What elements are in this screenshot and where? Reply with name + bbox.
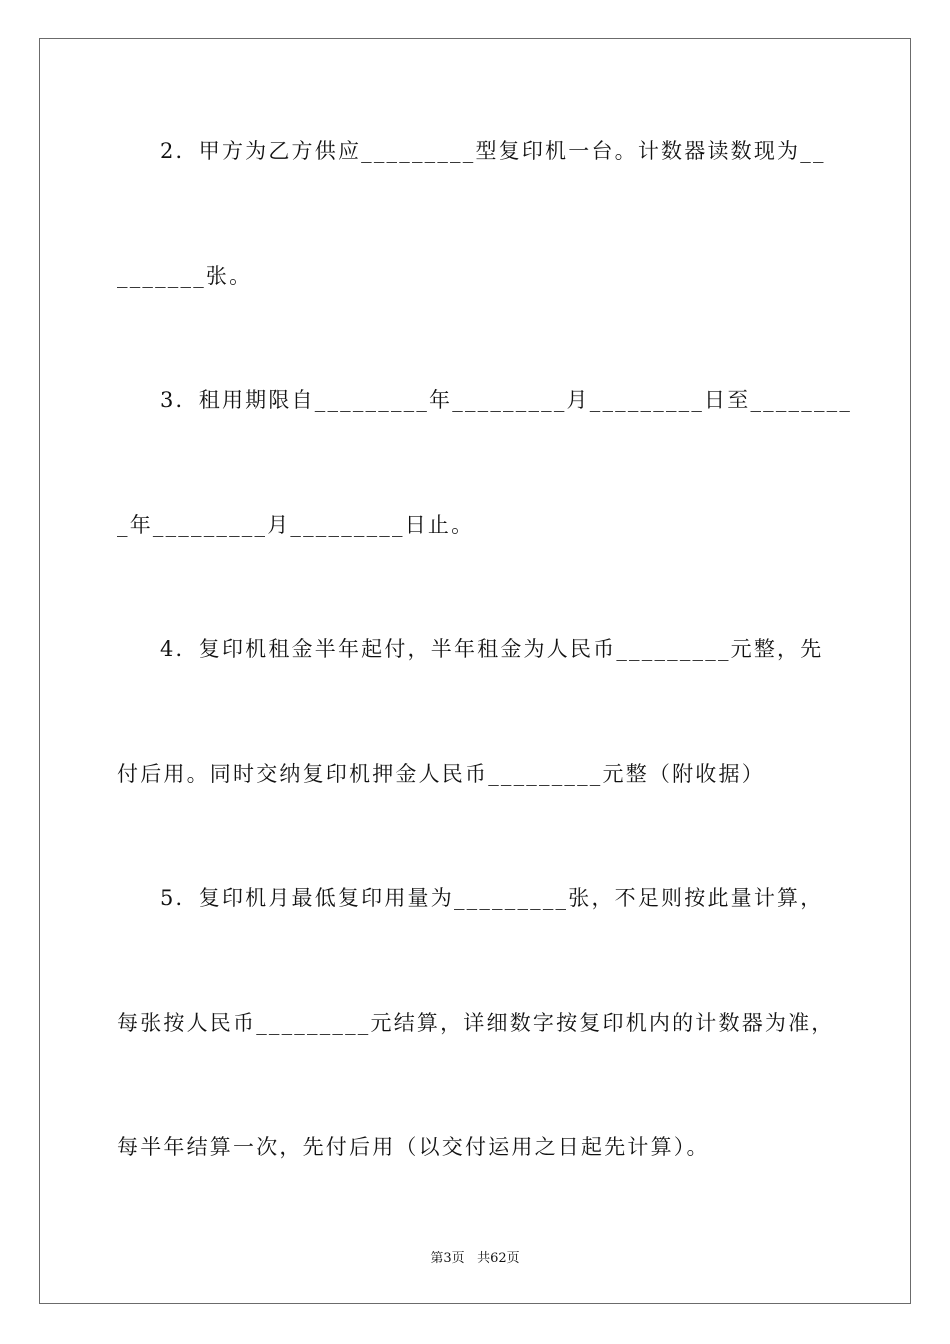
clause-5-line-1: 5．复印机月最低复印用量为_________张，不足则按此量计算， [160,886,824,910]
clause-2-line-1: 2．甲方为乙方供应_________型复印机一台。计数器读数现为__ [160,139,826,163]
page-footer [0,1247,950,1266]
footer-spacer [465,1251,477,1266]
clause-5-line-3: 每半年结算一次，先付后用（以交付运用之日起先计算）。 [117,1135,710,1159]
page-frame [39,38,911,1304]
clause-3-line-1: 3．租用期限自_________年_________月_________日至________ [160,388,853,412]
clause-5-line-2: 每张按人民币_________元结算，详细数字按复印机内的计数器为准， [117,1011,835,1035]
clause-4-line-1: 4．复印机租金半年起付，半年租金为人民币_________元整，先 [160,637,824,661]
clause-3-line-2: _年_________月_________日止。 [117,513,475,537]
clause-4-line-2: 付后用。同时交纳复印机押金人民币_________元整（附收据） [117,762,765,786]
page-number-current: 第3页 [430,1251,465,1266]
clause-2-line-2: _______张。 [117,264,253,288]
page-number-total: 共62页 [477,1251,520,1266]
